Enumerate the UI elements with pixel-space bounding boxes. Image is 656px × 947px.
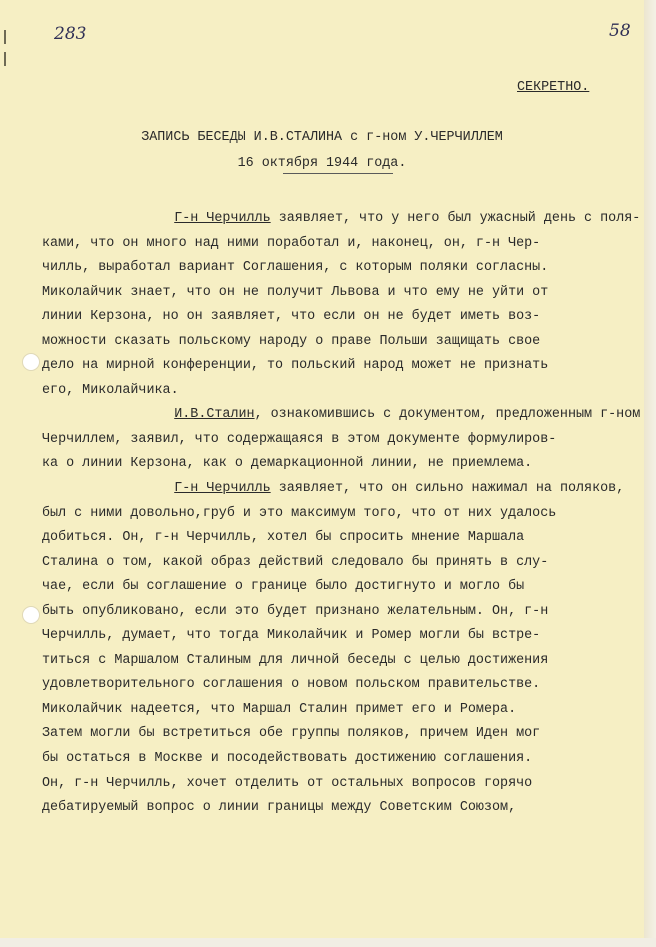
line-text: заявляет, что у него был ужасный день с поля-	[270, 211, 641, 226]
line-text: быть опубликовано, если это будет признано желательным. Он, г-н	[42, 603, 549, 619]
speaker-name: И.В.Сталин	[174, 407, 255, 423]
body-line	[42, 772, 644, 797]
line-text: титься с Маршалом Сталиным для личной беседы с целью достижения	[42, 652, 549, 668]
body-line	[42, 305, 644, 330]
body-line	[42, 502, 644, 527]
body-line	[42, 379, 644, 404]
line-text: , ознакомившись с документом, предложенным г-ном	[254, 407, 641, 423]
body-line	[42, 551, 644, 576]
body-line	[42, 428, 644, 453]
body-line	[42, 624, 644, 649]
line-text: можности сказать польскому народу о праве Польши защищать свое	[42, 333, 541, 349]
body-line	[42, 526, 644, 551]
line-text: ками, что он много над ними поработал и, наконец, он, г-н Чер-	[42, 235, 541, 251]
line-text: был с ними довольно,груб и это максимум того, что от них удалось	[42, 505, 557, 521]
line-text: чае, если бы соглашение о границе было достигнуто и могло бы	[42, 579, 525, 595]
margin-mark	[4, 30, 6, 44]
body-line	[42, 256, 644, 281]
speaker-name: Г-н Черчилль	[174, 211, 271, 226]
line-text: Миколайчик знает, что он не получит Львова и что ему не уйти от	[42, 284, 549, 300]
line-text: Сталина о том, какой образ действий следовало бы принять в слу-	[42, 554, 549, 570]
body-line	[42, 796, 644, 821]
scan-edge	[644, 0, 656, 947]
body-line	[42, 600, 644, 625]
line-text: дебатируемый вопрос о линии границы между Советским Союзом,	[42, 800, 517, 816]
punch-hole	[22, 606, 40, 624]
line-text: ка о линии Керзона, как о демаркационной линии, не приемлема.	[42, 456, 533, 472]
body-line	[42, 698, 644, 723]
line-text: добиться. Он, г-н Черчилль, хотел бы спросить мнение Маршала	[42, 530, 525, 546]
line-text: Он, г-н Черчилль, хочет отделить от остальных вопросов горячо	[42, 775, 533, 791]
scan-edge	[0, 938, 656, 947]
line-text: бы остаться в Москве и посодействовать достижению соглашения.	[42, 751, 533, 767]
line-text: его, Миколайчика.	[42, 382, 179, 398]
line-indent	[126, 481, 174, 496]
body-line	[42, 452, 644, 477]
body-line	[126, 477, 644, 502]
folio-number: 58	[609, 21, 631, 41]
line-text: Затем могли бы встретиться обе группы поляков, причем Иден мог	[42, 726, 541, 742]
body-line	[42, 649, 644, 674]
line-text: Черчиллем, заявил, что содержащаяся в этом документе формулиров-	[42, 431, 557, 447]
line-text: заявляет, что он сильно нажимал на поляков,	[270, 481, 625, 497]
body-line	[42, 673, 644, 698]
body-line	[42, 354, 644, 379]
archive-number: 283	[54, 24, 87, 44]
document-title: ЗАПИСЬ БЕСЕДЫ И.В.СТАЛИНА с г-ном У.ЧЕРЧИЛЛЕМ	[141, 130, 503, 145]
body-line	[42, 747, 644, 772]
line-text: Черчилль, думает, что тогда Миколайчик и Ромер могли бы встре-	[42, 628, 541, 644]
body-line	[42, 722, 644, 747]
classification-stamp: СЕКРЕТНО.	[517, 80, 590, 95]
line-text: чилль, выработал вариант Соглашения, с которым поляки согласны.	[42, 260, 549, 276]
margin-mark	[4, 52, 6, 66]
line-indent	[126, 211, 174, 226]
line-text: удовлетворительного соглашения о новом польском правительстве.	[42, 677, 541, 693]
document-body	[42, 207, 644, 821]
line-text: дело на мирной конференции, то польский народ может не признать	[42, 358, 549, 374]
date-underline	[283, 173, 393, 174]
body-line	[42, 232, 644, 257]
line-indent	[126, 407, 174, 422]
document-date: 16 октября 1944 года.	[237, 156, 407, 171]
body-line	[42, 281, 644, 306]
body-line	[42, 575, 644, 600]
speaker-name: Г-н Черчилль	[174, 481, 271, 497]
body-line	[42, 330, 644, 355]
line-text: линии Керзона, но он заявляет, что если он не будет иметь воз-	[42, 309, 541, 325]
body-line	[126, 403, 644, 428]
body-line	[126, 207, 644, 232]
punch-hole	[22, 353, 40, 371]
line-text: Миколайчик надеется, что Маршал Сталин примет его и Ромера.	[42, 701, 517, 717]
